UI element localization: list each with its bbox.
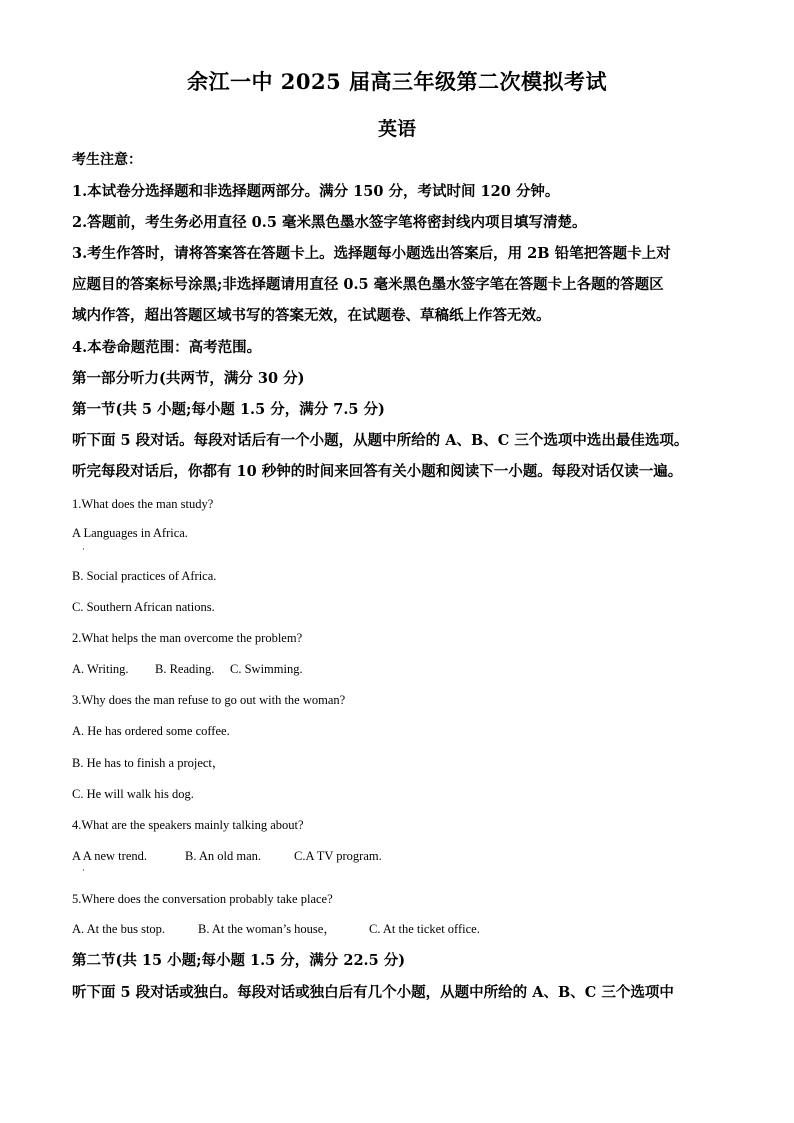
question-3-option-a: A. He has ordered some coffee.: [72, 724, 230, 738]
section2-instruction-1: 听下面 5 段对话或独白。每段对话或独白后有几个小题，从题中所给的 A、B、C 三个选项中: [72, 984, 674, 1001]
notice-item-4: 4.本卷命题范围：高考范围。: [72, 339, 262, 356]
question-3-stem: 3.Why does the man refuse to go out with the woman?: [72, 693, 346, 707]
question-2-option-c: C. Swimming.: [230, 662, 303, 676]
notice-item-3: 3.考生作答时，请将答案答在答题卡上。选择题每小题选出答案后，用 2B 铅笔把答题卡上对: [72, 245, 671, 262]
exam-title: 余江一中 2025 届高三年级第二次模拟考试: [186, 69, 608, 94]
part1-heading: 第一部分听力(共两节，满分 30 分): [72, 370, 305, 387]
question-5-options: [72, 920, 480, 938]
notice-item-2: 2.答题前，考生务必用直径 0.5 毫米黑色墨水签字笔将密封线内项目填写清楚。: [72, 214, 587, 231]
question-4-option-a: A A new trend.: [72, 849, 147, 863]
question-4-option-b: B. An old man.: [185, 849, 262, 863]
section1-heading: 第一节(共 5 小题;每小题 1.5 分，满分 7.5 分): [72, 401, 385, 418]
section1-instruction-2: 听完每段对话后，你都有 10 秒钟的时间来回答有关小题和阅读下一小题。每段对话仅读一遍。: [72, 463, 683, 480]
dot-mark: ·: [82, 865, 85, 875]
question-5-option-b: B. At the woman’s house，: [198, 922, 336, 936]
question-4-option-c: C.A TV program.: [294, 849, 382, 863]
question-5-stem: 5.Where does the conversation probably take place?: [72, 892, 333, 906]
subject-title: 英语: [377, 118, 416, 140]
question-5-option-c: C. At the ticket office.: [369, 922, 480, 936]
question-3-option-c: C. He will walk his dog.: [72, 787, 194, 801]
question-2-option-a: A. Writing.: [72, 662, 129, 676]
question-2-option-b: B. Reading.: [155, 662, 215, 676]
notice-item-3-cont-1: 应题目的答案标号涂黑;非选择题请用直径 0.5 毫米黑色墨水签字笔在答题卡上各题的答题区: [72, 276, 664, 293]
notice-item-3-cont-2: 域内作答，超出答题区域书写的答案无效，在试题卷、草稿纸上作答无效。: [72, 307, 551, 324]
question-3-option-b: B. He has to finish a project，: [72, 756, 225, 770]
section2-heading: 第二节(共 15 小题;每小题 1.5 分，满分 22.5 分): [72, 952, 406, 969]
dot-mark: ·: [82, 544, 85, 554]
question-1-stem: 1.What does the man study?: [72, 497, 214, 511]
question-4-options: [72, 847, 382, 865]
question-1-option-b: B. Social practices of Africa.: [72, 569, 217, 583]
question-1-option-c: C. Southern African nations.: [72, 600, 215, 614]
question-2-options: [72, 660, 303, 678]
question-2-stem: 2.What helps the man overcome the problem?: [72, 631, 303, 645]
notice-heading: 考生注意：: [72, 152, 142, 168]
section1-instruction-1: 听下面 5 段对话。每段对话后有一个小题，从题中所给的 A、B、C 三个选项中选出最佳选项。: [72, 432, 689, 449]
question-4-stem: 4.What are the speakers mainly talking about?: [72, 818, 304, 832]
question-5-option-a: A. At the bus stop.: [72, 922, 166, 936]
question-1-option-a: A Languages in Africa.: [72, 526, 188, 540]
notice-item-1: 1.本试卷分选择题和非选择题两部分。满分 150 分，考试时间 120 分钟。: [72, 183, 560, 200]
